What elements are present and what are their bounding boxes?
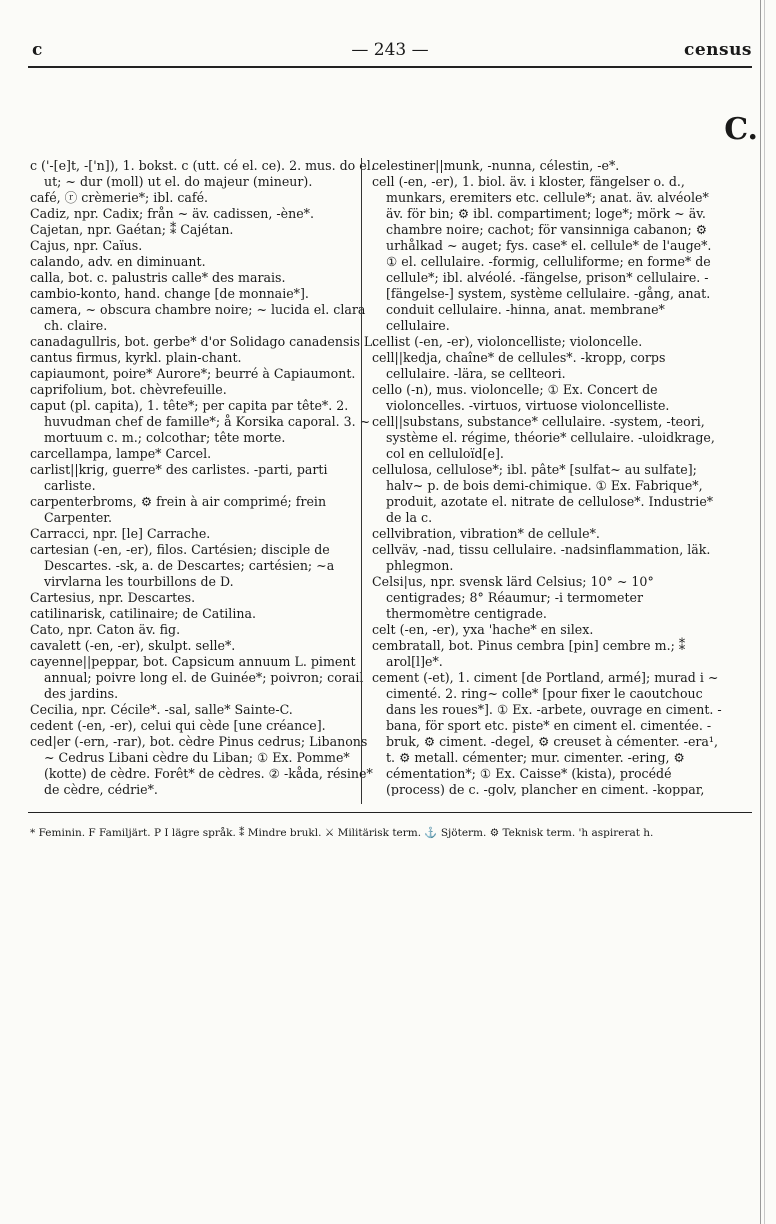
- dictionary-entry: calando, adv. en diminuant.: [30, 254, 206, 269]
- dictionary-entry: cellväv, -nad, tissu cellulaire. -nadsinflammation, läk. phlegmon.: [372, 542, 711, 573]
- dictionary-entry: café, ⓡ crèmerie*; ibl. café.: [30, 190, 209, 205]
- footnote-rule: [28, 812, 752, 813]
- column-divider: [361, 158, 362, 804]
- dictionary-entry: cement (-et), 1. ciment [de Portland, armé]; murad i ~ cimenté. 2. ring~ colle* [pour fixer le caoutchouc dans les roues*]. ① Ex. -arbete, ouvrage en ciment. -bana, för sport etc. piste* en ciment el. cimentée. -bruk, ⚙ ciment. -degel, ⚙ creuset à cémenter. -era¹, t. ⚙ metall. cémenter; mur. cimenter. -ering, ⚙ cémentation*; ① Ex. Caisse* (kista), procédé (process) de c. -golv, plancher en ciment. -koppar,: [372, 670, 722, 796]
- dictionary-entry: caprifolium, bot. chèvrefeuille.: [30, 382, 227, 397]
- dictionary-entry: Cajetan, npr. Gaétan; ⁑ Cajétan.: [30, 222, 234, 237]
- dictionary-entry: carcellampa, lampe* Carcel.: [30, 446, 212, 461]
- dictionary-entry: Cartesius, npr. Descartes.: [30, 590, 196, 605]
- dictionary-entry: cello (-n), mus. violoncelle; ① Ex. Concert de violoncelles. -virtuos, virtuose violoncelliste.: [372, 382, 670, 413]
- dictionary-entry: c ('-[e]t, -['n]), 1. bokst. c (utt. cé el. ce). 2. mus. do el. ut; ~ dur (moll) ut el. do majeur (mineur).: [30, 158, 375, 189]
- dictionary-entry: canadagullris, bot. gerbe* d'or Solidago canadensis L.: [30, 334, 377, 349]
- dictionary-entry: cell||substans, substance* cellulaire. -system, -teori, système el. régime, théorie* cellulaire. -uloidkrage, col en celluloïd[e].: [372, 414, 715, 461]
- dictionary-entry: cavalett (-en, -er), skulpt. selle*.: [30, 638, 236, 653]
- dictionary-entry: cambio-konto, hand. change [de monnaie*].: [30, 286, 309, 301]
- dictionary-entry: Cajus, npr. Caïus.: [30, 238, 143, 253]
- dictionary-entry: carpenterbroms, ⚙ frein à air comprimé; frein Carpenter.: [30, 494, 327, 525]
- dictionary-entry: cellist (-en, -er), violoncelliste; violoncelle.: [372, 334, 643, 349]
- dictionary-entry: ced|er (-ern, -rar), bot. cèdre Pinus cedrus; Libanons ~ Cedrus Libani cèdre du Liban; ① Ex. Pomme* (kotte) de cèdre. Forêt* de cèdres. ② -kåda, résine* de cèdre, cédrie*.: [30, 734, 373, 796]
- dictionary-entry: celestiner||munk, -nunna, célestin, -e*.: [372, 158, 620, 173]
- dictionary-entry: camera, ~ obscura chambre noire; ~ lucida el. clara ch. claire.: [30, 302, 366, 333]
- dictionary-entry: cellvibration, vibration* de cellule*.: [372, 526, 600, 541]
- dictionary-entry: cell||kedja, chaîne* de cellules*. -kropp, corps cellulaire. -lära, se cellteori.: [372, 350, 666, 381]
- page-edge: [764, 0, 765, 1224]
- right-column: [372, 158, 724, 796]
- dictionary-entry: capiaumont, poire* Aurore*; beurré à Capiaumont.: [30, 366, 356, 381]
- dictionary-entry: cedent (-en, -er), celui qui cède [une créance].: [30, 718, 326, 733]
- dictionary-entry: carlist||krig, guerre* des carlistes. -parti, parti carliste.: [30, 462, 328, 493]
- dictionary-entry: Carracci, npr. [le] Carrache.: [30, 526, 211, 541]
- dictionary-entry: cantus firmus, kyrkl. plain-chant.: [30, 350, 242, 365]
- header-rule: [28, 66, 752, 68]
- header-right-guide: census: [683, 40, 752, 60]
- page-edge: [760, 0, 761, 1224]
- header-left-guide: c: [32, 40, 43, 60]
- symbol-legend: * Feminin. F Familjärt. P I lägre språk. ⁑ Mindre brukl. ⚔ Militärisk term. ⚓ Sjöterm. ⚙ Teknisk term. 'h aspirerat h.: [30, 827, 654, 839]
- dictionary-entry: celt (-en, -er), yxa 'hache* en silex.: [372, 622, 594, 637]
- dictionary-entry: catilinarisk, catilinaire; de Catilina.: [30, 606, 256, 621]
- dictionary-entry: Cecilia, npr. Cécile*. -sal, salle* Sainte-C.: [30, 702, 293, 717]
- dictionary-entry: cellulosa, cellulose*; ibl. pâte* [sulfat~ au sulfate]; halv~ p. de bois demi-chimique. ① Ex. Fabrique*, produit, azotate el. nitrate de cellulose*. Industrie* de la c.: [372, 462, 714, 525]
- running-header: [28, 40, 752, 62]
- page-number: — 243 —: [351, 40, 429, 60]
- dictionary-entry: cartesian (-en, -er), filos. Cartésien; disciple de Descartes. -sk, a. de Descartes; cartésien; ~a virvlarna les tourbillons de D.: [30, 542, 335, 589]
- dictionary-entry: Cato, npr. Caton äv. fig.: [30, 622, 181, 637]
- dictionary-entry: calla, bot. c. palustris calle* des marais.: [30, 270, 286, 285]
- dictionary-entry: Cadiz, npr. Cadix; från ~ äv. cadissen, -ène*.: [30, 206, 314, 221]
- dictionary-entry: cell (-en, -er), 1. biol. äv. i kloster, fängelser o. d., munkars, eremiters etc. cellule*; anat. äv. alvéole* äv. för bin; ⚙ ibl. compartiment; loge*; mörk ~ äv. chambre noire; cachot; för vansinniga cabanon; ⚙ urhålkad ~ auget; fys. case* el. cellule* de l'auge*. ① el. cellulaire. -formig, celluliforme; en forme* de cellule*; ibl. alvéolé. -fängelse, prison* cellulaire. -[fängelse-] system, système cellulaire. -gång, anat. conduit cellulaire. -hinna, anat. membrane* cellulaire.: [372, 174, 712, 333]
- left-column: [30, 158, 380, 796]
- dictionary-entry: cembratall, bot. Pinus cembra [pin] cembre m.; ⁑ arol[l]e*.: [372, 638, 686, 669]
- dictionary-entry: caput (pl. capita), 1. tête*; per capita par tête*. 2. huvudman chef de famille*; å Korsika caporal. 3. ~ mortuum c. m.; colcothar; tête morte.: [30, 398, 371, 445]
- section-letter: C.: [724, 112, 758, 147]
- dictionary-entry: cayenne||peppar, bot. Capsicum annuum L. piment annual; poivre long el. de Guinée*; poivron; corail des jardins.: [30, 654, 364, 701]
- dictionary-entry: Celsi|us, npr. svensk lärd Celsius; 10° ~ 10° centigrades; 8° Réaumur; -i termometer thermomètre centigrade.: [372, 574, 654, 621]
